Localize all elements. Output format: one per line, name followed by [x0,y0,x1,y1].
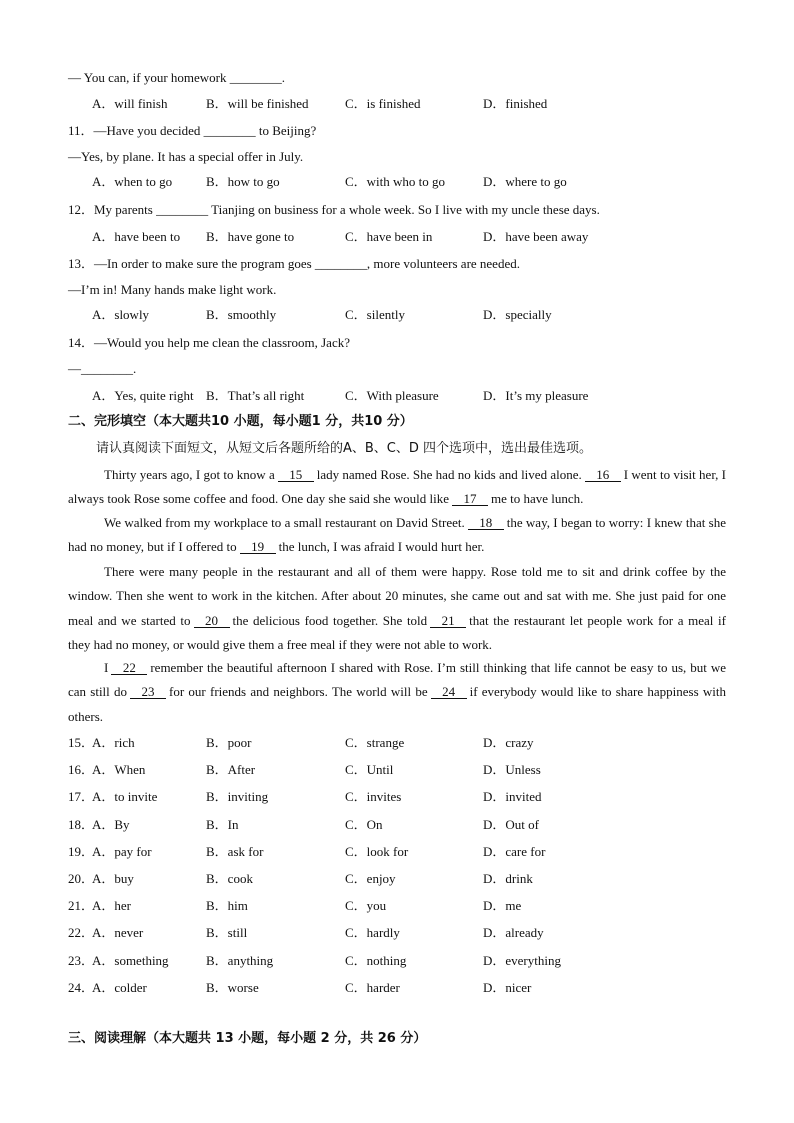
option-b: B．how to go [206,174,280,189]
blank-15: 15 [278,468,314,482]
question-11-options [92,174,732,190]
option-b: B．him [206,898,248,913]
option-c: C．nothing [345,953,407,968]
option-b: B．anything [206,953,274,968]
option-a: A．buy [92,871,134,886]
option-c: C．is finished [345,96,421,111]
question-13-reply: —I’m in! Many hands make light work. [68,282,277,297]
option-c: C．Until [345,762,394,777]
answer-row-19 [68,844,748,860]
option-c: C．invites [345,789,402,804]
option-c: C．harder [345,980,400,995]
blank-19: 19 [240,540,276,554]
option-c: C．you [345,898,387,913]
passage-text: lady named Rose. She had no kids and lived alone. [316,467,582,482]
option-a: A．to invite [92,789,158,804]
blank-17: 17 [452,492,488,506]
question-12-prompt: 12．My parents ________ Tianjing on business for a whole week. So I live with my uncle these days. [68,202,600,217]
question-10-prompt: — You can, if your homework ________. [68,70,286,85]
question-12-options [92,229,732,245]
option-d: D．already [483,925,544,940]
option-c: C．On [345,817,383,832]
cloze-paragraph-2 [68,511,726,560]
option-d: D．have been away [483,229,589,244]
option-d: D．crazy [483,735,534,750]
question-number: 15． [68,735,95,750]
option-b: B．poor [206,735,252,750]
option-d: D．care for [483,844,546,859]
answer-row-18 [68,817,748,833]
option-b: B．have gone to [206,229,295,244]
option-d: D．where to go [483,174,567,189]
answer-row-17 [68,789,748,805]
option-c: C．have been in [345,229,433,244]
question-number: 16． [68,762,95,777]
option-a: A．never [92,925,144,940]
passage-text: me to have lunch. [491,491,584,507]
option-a: A．when to go [92,174,173,189]
question-number: 21． [68,898,95,913]
option-d: D．nicer [483,980,532,995]
passage-text: if everybody would like to share happiness with others. [68,684,726,724]
answer-row-21 [68,898,748,914]
option-a: A．When [92,762,146,777]
cloze-paragraph-1 [68,463,726,512]
section-2-header: 二、完形填空（本大题共10 小题，每小题1 分，共10 分） [68,414,413,429]
question-number: 22． [68,925,95,940]
question-10-options [92,96,732,112]
option-d: D．Out of [483,817,539,832]
passage-text: the way, I began to worry: I knew that she had no money, but if I offered to [68,515,726,555]
option-a: A．pay for [92,844,152,859]
blank-22: 22 [111,661,147,675]
option-b: B．ask for [206,844,264,859]
passage-text: Thirty years ago, I got to know a [104,467,275,482]
option-d: D．me [483,898,522,913]
question-13-prompt: 13．—In order to make sure the program goes ________, more volunteers are needed. [68,256,520,271]
option-b: B．After [206,762,256,777]
answer-row-15 [68,735,748,751]
option-b: B．cook [206,871,253,886]
option-c: C．With pleasure [345,388,439,403]
question-number: 20． [68,871,95,886]
answer-row-24 [68,980,748,996]
passage-text: I [104,660,109,675]
passage-text: that the restaurant let people work for a meal if they had no money, or would give them a free meal if they were not able to work. [68,612,726,652]
option-b: B．inviting [206,789,269,804]
option-b: B．In [206,817,239,832]
option-a: A．her [92,898,131,913]
answer-row-23 [68,953,748,969]
option-d: D．It’s my pleasure [483,388,589,403]
answer-row-16 [68,762,748,778]
option-a: A．Yes, quite right [92,388,194,403]
blank-23: 23 [130,685,166,699]
passage-text: for our friends and neighbors. The world will be [169,684,428,700]
option-a: A．will finish [92,96,168,111]
passage-text: the lunch, I was afraid I would hurt her. [278,539,485,555]
passage-text: There were many people in the restaurant and all of them were happy. Rose told me to sit and drink coffee by the window. Then she went to work in the kitchen. After about 20 minutes, she came out and sat with me. She just paid for one meal and we started to [68,564,726,628]
option-b: B．will be finished [206,96,309,111]
option-a: A．rich [92,735,135,750]
option-d: D．drink [483,871,533,886]
option-d: D．Unless [483,762,541,777]
option-b: B．worse [206,980,259,995]
option-a: A．slowly [92,307,150,322]
option-b: B．smoothly [206,307,277,322]
blank-18: 18 [468,516,504,530]
option-c: C．with who to go [345,174,446,189]
section-3-header: 三、阅读理解（本大题共 13 小题，每小题 2 分，共 26 分） [68,1031,427,1046]
option-a: A．have been to [92,229,181,244]
option-a: A．By [92,817,130,832]
option-c: C．strange [345,735,405,750]
blank-16: 16 [585,468,621,482]
question-number: 19． [68,844,95,859]
question-14-options [92,388,732,404]
cloze-paragraph-4 [68,656,726,729]
answer-row-20 [68,871,748,887]
blank-24: 24 [431,685,467,699]
option-a: A．colder [92,980,147,995]
blank-20: 20 [194,614,230,628]
option-c: C．hardly [345,925,400,940]
option-d: D．everything [483,953,561,968]
question-number: 24． [68,980,95,995]
question-13-options [92,307,732,323]
question-14-prompt: 14．—Would you help me clean the classroom, Jack? [68,335,350,350]
passage-text: I went to visit her, I always took Rose some coffee and food. One day she said she would like [68,467,727,507]
option-c: C．silently [345,307,405,322]
section-2-instruction: 请认真阅读下面短文，从短文后各题所给的A、B、C、D 四个选项中，选出最佳选项。 [96,441,593,456]
option-b: B．That’s all right [206,388,305,403]
question-11-prompt: 11．—Have you decided ________ to Beijing? [68,123,317,138]
cloze-paragraph-3 [68,560,726,657]
question-number: 17． [68,789,95,804]
passage-text: We walked from my workplace to a small restaurant on David Street. [104,515,465,530]
answer-row-22 [68,925,748,941]
option-d: D．finished [483,96,548,111]
question-number: 23． [68,953,95,968]
option-a: A．something [92,953,169,968]
question-number: 18． [68,817,95,832]
option-c: C．look for [345,844,409,859]
option-d: D．invited [483,789,542,804]
question-14-reply: —________. [68,361,137,376]
passage-text: the delicious food together. She told [232,612,428,628]
passage-text: remember the beautiful afternoon I shared with Rose. I’m still thinking that life cannot be easy to us, but we can still do [68,660,726,700]
blank-21: 21 [430,614,466,628]
option-c: C．enjoy [345,871,396,886]
option-b: B．still [206,925,248,940]
question-11-reply: —Yes, by plane. It has a special offer in July. [68,149,304,164]
option-d: D．specially [483,307,552,322]
